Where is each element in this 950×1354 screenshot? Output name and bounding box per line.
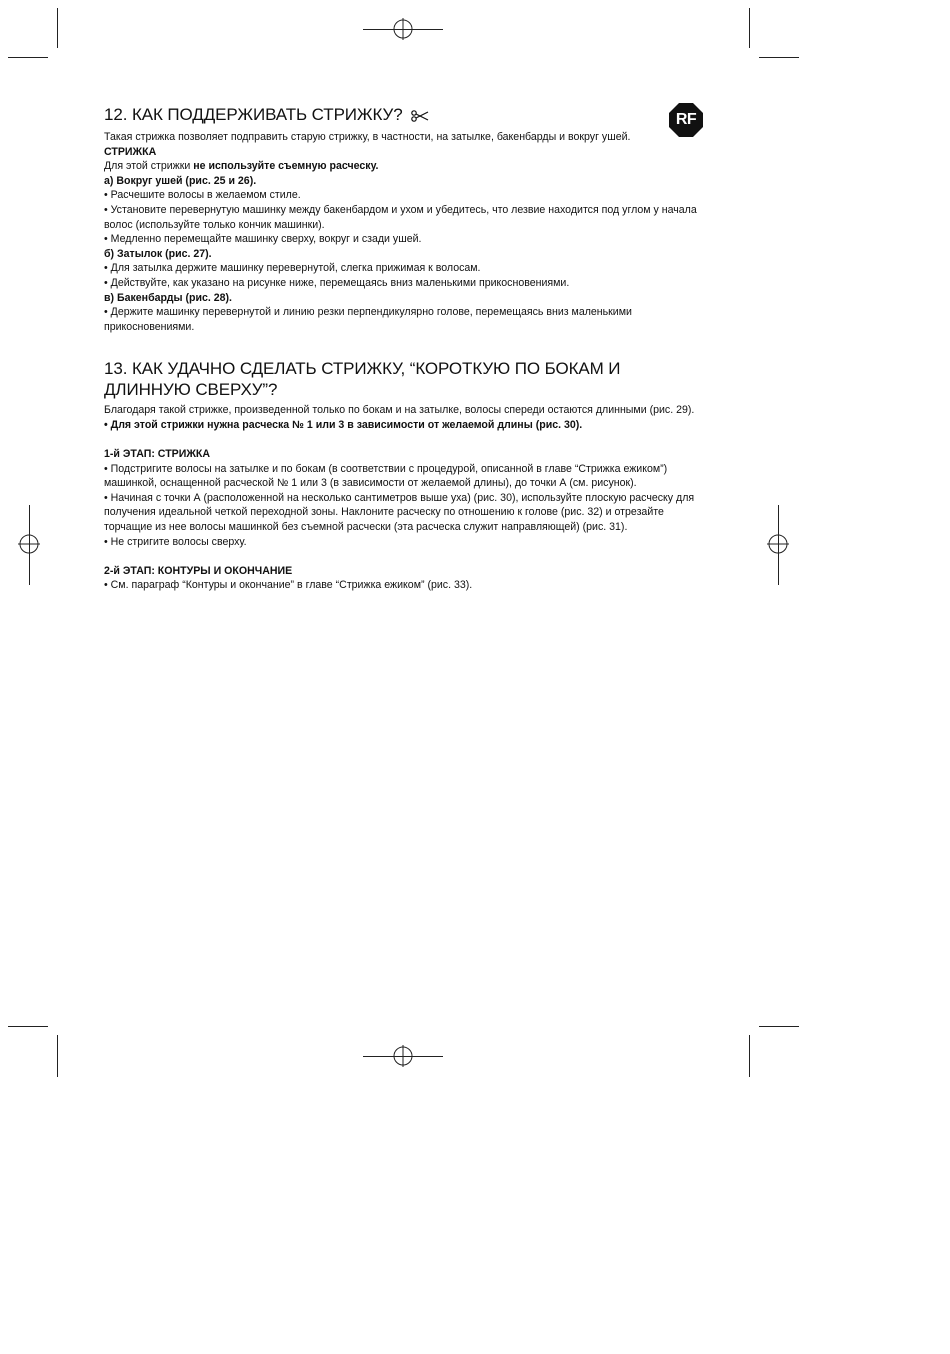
section-13-comb-note: • Для этой стрижки нужна расческа № 1 или 3 в зависимости от желаемой длины (рис. 30). [104, 418, 583, 431]
subheading-haircut: СТРИЖКА [104, 145, 157, 158]
section-13-intro: Благодаря такой стрижке, произведенной только по бокам и на затылке, волосы спереди остаются длинными (рис. 29). [104, 404, 695, 417]
document-body [104, 104, 704, 593]
registration-mark-icon [392, 1045, 414, 1067]
scissors-icon [411, 106, 429, 127]
section-13-heading: 13. КАК УДАЧНО СДЕЛАТЬ СТРИЖКУ, “КОРОТКУЮ ПО БОКАМ И ДЛИННУЮ СВЕРХУ”? [104, 359, 621, 400]
comb-note [104, 159, 704, 174]
stage-1-heading: 1-й ЭТАП: СТРИЖКА [104, 448, 211, 461]
section-12-title: 12. КАК ПОДДЕРЖИВАТЬ СТРИЖКУ? [104, 105, 403, 124]
step-b-bullet: • Для затылка держите машинку перевернутой, слегка прижимая к волосам. [104, 262, 481, 275]
comb-note-emphasis: не используйте съемную расческу. [193, 160, 379, 173]
step-a-bullet: • Медленно перемещайте машинку сверху, вокруг и сзади ушей. [104, 233, 422, 246]
registration-mark-icon [767, 533, 789, 555]
registration-mark-icon [392, 18, 414, 40]
stage-1-bullet: • Подстригите волосы на затылке и по бокам (в соответствии с процедурой, описанной в главе “Стрижка ежиком”) машинкой, оснащенной расческой № 1 или 3 (в зависимости от желаемой длины), до точки А (см. рисунок). [104, 462, 668, 490]
stage-2-bullet: • См. параграф “Контуры и окончание” в главе “Стрижка ежиком” (рис. 33). [104, 579, 473, 592]
crop-mark [759, 1026, 799, 1027]
crop-mark [749, 8, 750, 48]
comb-note-text: Для этой стрижки [104, 160, 194, 173]
section-12-heading [104, 104, 704, 127]
registration-mark-icon [18, 533, 40, 555]
step-c-bullet: • Держите машинку перевернутой и линию резки перпендикулярно голове, перемещаясь вниз маленькими прикосновениями. [104, 306, 632, 333]
crop-mark [57, 1035, 58, 1077]
step-a-bullet: • Установите перевернутую машинку между бакенбардом и ухом и убедитесь, что лезвие находится под углом у начала волос (используйте только кончик машинки). [104, 203, 697, 231]
crop-mark [759, 57, 799, 58]
step-c-heading: в) Бакенбарды (рис. 28). [104, 291, 232, 304]
language-badge-label: RF [675, 111, 697, 128]
crop-mark [57, 8, 58, 48]
crop-mark [8, 1026, 48, 1027]
stage-2-heading: 2-й ЭТАП: КОНТУРЫ И ОКОНЧАНИЕ [104, 564, 293, 577]
step-b-heading: б) Затылок (рис. 27). [104, 247, 212, 260]
step-a-heading: а) Вокруг ушей (рис. 25 и 26). [104, 174, 257, 187]
stage-1-bullet: • Не стригите волосы сверху. [104, 535, 247, 548]
step-a-bullet: • Расчешите волосы в желаемом стиле. [104, 189, 301, 202]
step-b-bullet: • Действуйте, как указано на рисунке ниже, перемещаясь вниз маленькими прикосновениями. [104, 276, 570, 289]
stage-1-bullet: • Начиная с точки А (расположенной на несколько сантиметров выше уха) (рис. 30), используйте плоскую расческу для получения идеальной четкой переходной зоны. Наклоните расческу по отношению к голове (рис. 32) и отрезайте торчащие из нее волосы машинкой без съемной расчески (эта расческа служит направляющей) (рис. 31). [104, 491, 695, 534]
crop-mark [8, 57, 48, 58]
section-12-intro: Такая стрижка позволяет подправить старую стрижку, в частности, на затылке, бакенбарды и вокруг ушей. [104, 131, 631, 143]
crop-mark [749, 1035, 750, 1077]
